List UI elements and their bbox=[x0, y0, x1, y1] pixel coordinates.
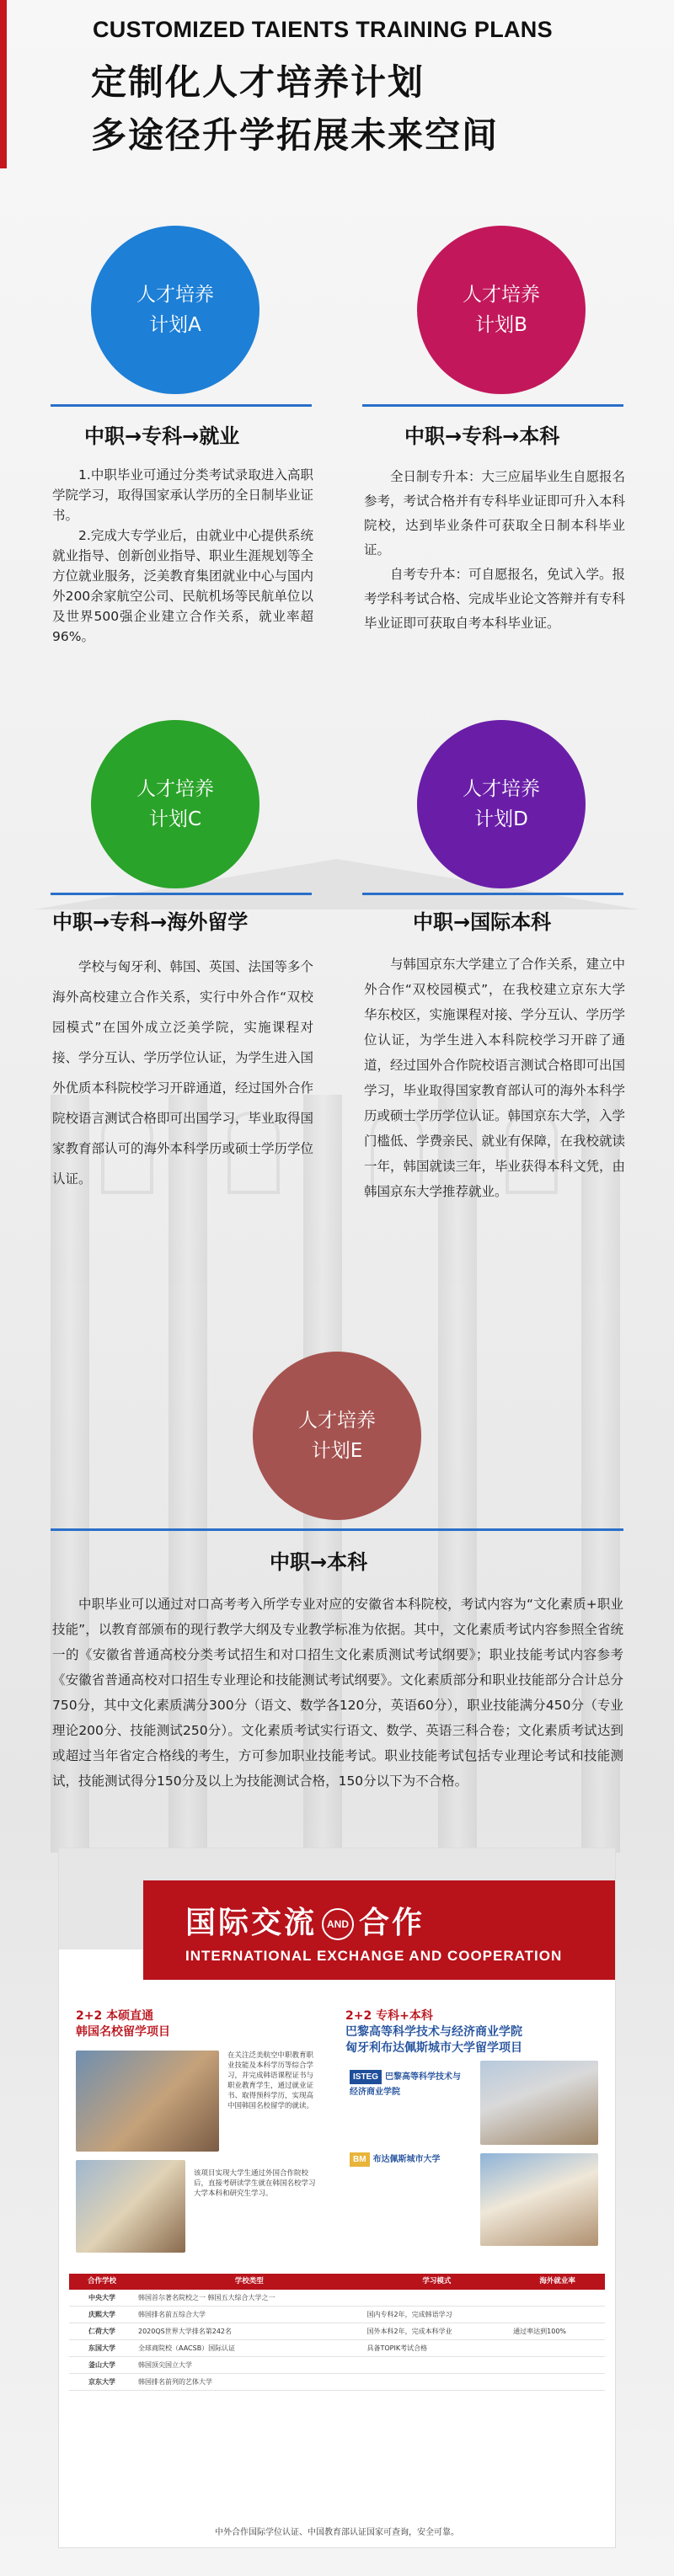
plan-e-badge-line2: 计划E bbox=[311, 1440, 363, 1462]
header-english: CUSTOMIZED TAIENTS TRAINING PLANS bbox=[93, 17, 553, 42]
korea-program-text-2: 该项目实现大学生通过外国合作院校后，直接考研读学生就在韩国名校学习大学本科和研究生学习。 bbox=[194, 2169, 316, 2198]
plan-d-para-1: 与韩国京东大学建立了合作关系，建立中外合作“双校园模式”，在我校建立京东大学华东校区，实施课程对接、学分互认、学历学位认证，为学生进入本科院校学习开辟了通道，经过国外合作院校语言测试合格即可出国学习，毕业取得国家教育部认可的海外本科学历或硕士学历学位认证。韩国京东大学，入学门槛低、学费亲民、就业有保障，在我校就读一年，韩国就读三年，毕业获得本科文凭，由韩国京东大学推荐就业。 bbox=[364, 957, 626, 1199]
plan-e-badge bbox=[253, 1352, 421, 1520]
poster-footer: 中外合作国际学位认证、中国教育部认证国家可查询，安全可靠。 bbox=[215, 2528, 459, 2537]
plan-c-para-1: 学校与匈牙利、韩国、英国、法国等多个海外高校建立合作关系，实行中外合作“双校园模式”在国外成立泛美学院，实施课程对接、学分互认、学历学位认证，为学生进入国外优质本科院校学习开辟通道，经过国外合作院校语言测试合格即可出国学习，毕业取得国家教育部认可的海外本科学历或硕士学历学位认证。 bbox=[52, 959, 314, 1187]
plan-a-para-2: 2.完成大专学业后，由就业中心提供系统就业指导、创新创业指导、职业生涯规划等全方位就业服务，泛美教育集团就业中心与国内外200余家航空公司、民航机场等民航单位以及世界500强企业建立合作关系，就业率超96%。 bbox=[52, 528, 314, 644]
table-header: 学习模式 bbox=[364, 2274, 511, 2290]
plan-e-title: 中职→本科 bbox=[270, 1550, 368, 1574]
table-row: 釜山大学 韩国顶尖国立大学 bbox=[69, 2357, 605, 2374]
plan-b-title: 中职→专科→本科 bbox=[404, 424, 560, 448]
plan-a-para-1: 1.中职毕业可通过分类考试录取进入高职学院学习，取得国家承认学历的全日制毕业证书。 bbox=[52, 467, 314, 523]
isteg-logo: ISTEG 巴黎高等科学技术与经济商业学院 bbox=[350, 2069, 468, 2097]
plan-c-title: 中职→专科→海外留学 bbox=[52, 910, 249, 934]
table-row: 仁荷大学 2020QS世界大学排名第242名 国外本科2年，完成本科学业 通过率达到100% bbox=[69, 2323, 605, 2340]
plan-b-rule bbox=[362, 404, 623, 407]
plan-a-text bbox=[52, 465, 313, 647]
poster-title bbox=[185, 1899, 425, 1942]
poster-subtitle: INTERNATIONAL EXCHANGE AND COOPERATION bbox=[185, 1948, 563, 1964]
accent-bar bbox=[0, 0, 7, 168]
korea-program-text: 在关注泛美航空中职教育职业技能及本科学历等综合学习，并完成韩语课程证书与职业教育学生，通过就业证书、取得预科学历，实现高中国韩国名校留学的就读。 bbox=[227, 2051, 314, 2110]
table-header: 合作学校 bbox=[69, 2274, 135, 2290]
plan-a-badge-line1: 人才培养 bbox=[136, 284, 214, 306]
plan-c-text bbox=[52, 952, 313, 1194]
plan-a-badge bbox=[91, 226, 259, 394]
budapest-logo: BM 布达佩斯城市大学 bbox=[350, 2152, 468, 2167]
plan-b-badge-line2: 计划B bbox=[475, 314, 527, 336]
plan-e-badge-line1: 人才培养 bbox=[298, 1410, 376, 1432]
budapest-photo bbox=[480, 2153, 598, 2246]
plan-e-para-1: 中职毕业可以通过对口高考考入所学专业对应的安徽省本科院校，考试内容为“文化素质+职业技能”，以教育部颁布的现行教学大纲及专业教学标准为依据。其中，文化素质考试内容参照全省统一的《安徽省普通高校分类考试招生和对口招生文化素质测试考试纲要》；职业技能考试内容参考《安徽省普通高校对口招生专业理论和技能测试考试纲要》。文化素质部分和职业技能部分合计总分750分，其中文化素质满分300分（语文、数学各120分，英语60分），职业技能满分450分（专业理论200分、技能测试250分）。文化素质考试实行语文、数学、英语三科合卷；文化素质考试达到或超过当年省定合格线的考生，方可参加职业技能考试。职业技能考试包括专业理论考试和技能测试，技能测试得分150分及以上为技能测试合格，150分以下为不合格。 bbox=[52, 1597, 623, 1789]
korea-photo-1 bbox=[76, 2051, 219, 2152]
budapest-program-title: 匈牙利布达佩斯城市大学留学项目 bbox=[345, 2041, 522, 2055]
plan-b-para-1: 全日制专升本：大三应届毕业生自愿报名参考，考试合格并有专科毕业证即可升入本科院校，达到毕业条件可获取全日制本科毕业证。 bbox=[364, 469, 626, 557]
plan-e-rule bbox=[51, 1528, 623, 1531]
korea-program-tag: 2+2 本硕直通 bbox=[76, 2009, 154, 2023]
plan-d-badge-line2: 计划D bbox=[474, 808, 528, 830]
plan-a-badge-line2: 计划A bbox=[149, 314, 201, 336]
table-row: 中央大学 韩国首尔著名院校之一 韩国五大综合大学之一 bbox=[69, 2290, 605, 2307]
table-header: 海外就业率 bbox=[510, 2274, 605, 2290]
table-header: 学校类型 bbox=[135, 2274, 364, 2290]
plan-b-badge bbox=[417, 226, 586, 394]
plan-d-title: 中职→国际本科 bbox=[413, 910, 552, 934]
poster-title-right: 合作 bbox=[359, 1906, 425, 1940]
paris-photo bbox=[480, 2061, 598, 2145]
partner-university-table bbox=[69, 2274, 605, 2391]
plan-c-badge bbox=[91, 720, 259, 888]
plan-c-badge-line2: 计划C bbox=[148, 808, 202, 830]
korea-program bbox=[76, 2008, 170, 2040]
table-row: 庆熙大学 韩国排名前五综合大学 国内专科2年，完成韩语学习 bbox=[69, 2307, 605, 2323]
header-title-line1: 定制化人才培养计划 bbox=[91, 61, 425, 103]
poster-title-left: 国际交流 bbox=[185, 1906, 318, 1940]
plan-e-text bbox=[52, 1592, 623, 1794]
paris-program bbox=[345, 2008, 522, 2056]
paris-program-title: 巴黎高等科学技术与经济商业学院 bbox=[345, 2025, 522, 2039]
korea-program-title: 韩国名校留学项目 bbox=[76, 2025, 170, 2039]
table-row: 京东大学 韩国排名前列的艺体大学 bbox=[69, 2374, 605, 2391]
and-badge: AND bbox=[322, 1908, 354, 1940]
paris-program-tag: 2+2 专科+本科 bbox=[345, 2009, 433, 2023]
plan-d-text bbox=[364, 952, 625, 1204]
plan-b-text bbox=[364, 465, 625, 636]
korea-photo-2 bbox=[76, 2160, 185, 2253]
plan-a-rule bbox=[51, 404, 312, 407]
plan-d-badge-line1: 人才培养 bbox=[463, 778, 540, 800]
plan-d-badge bbox=[417, 720, 586, 888]
header-title-line2: 多途径升学拓展未来空间 bbox=[91, 115, 500, 156]
plan-b-badge-line1: 人才培养 bbox=[463, 284, 540, 306]
table-row: 东国大学 全球商院校（AACSB）国际认证 具备TOPIK考试合格 bbox=[69, 2340, 605, 2357]
plan-b-para-2: 自考专升本：可自愿报名，免试入学。报考学科考试合格、完成毕业论文答辩并有专科毕业证即可获取自考本科毕业证。 bbox=[364, 567, 626, 631]
plan-c-badge-line1: 人才培养 bbox=[136, 778, 214, 800]
plan-d-rule bbox=[362, 893, 623, 895]
exchange-poster bbox=[59, 1848, 615, 2547]
plan-a-title: 中职→专科→就业 bbox=[84, 424, 240, 448]
plan-c-rule bbox=[51, 893, 312, 895]
